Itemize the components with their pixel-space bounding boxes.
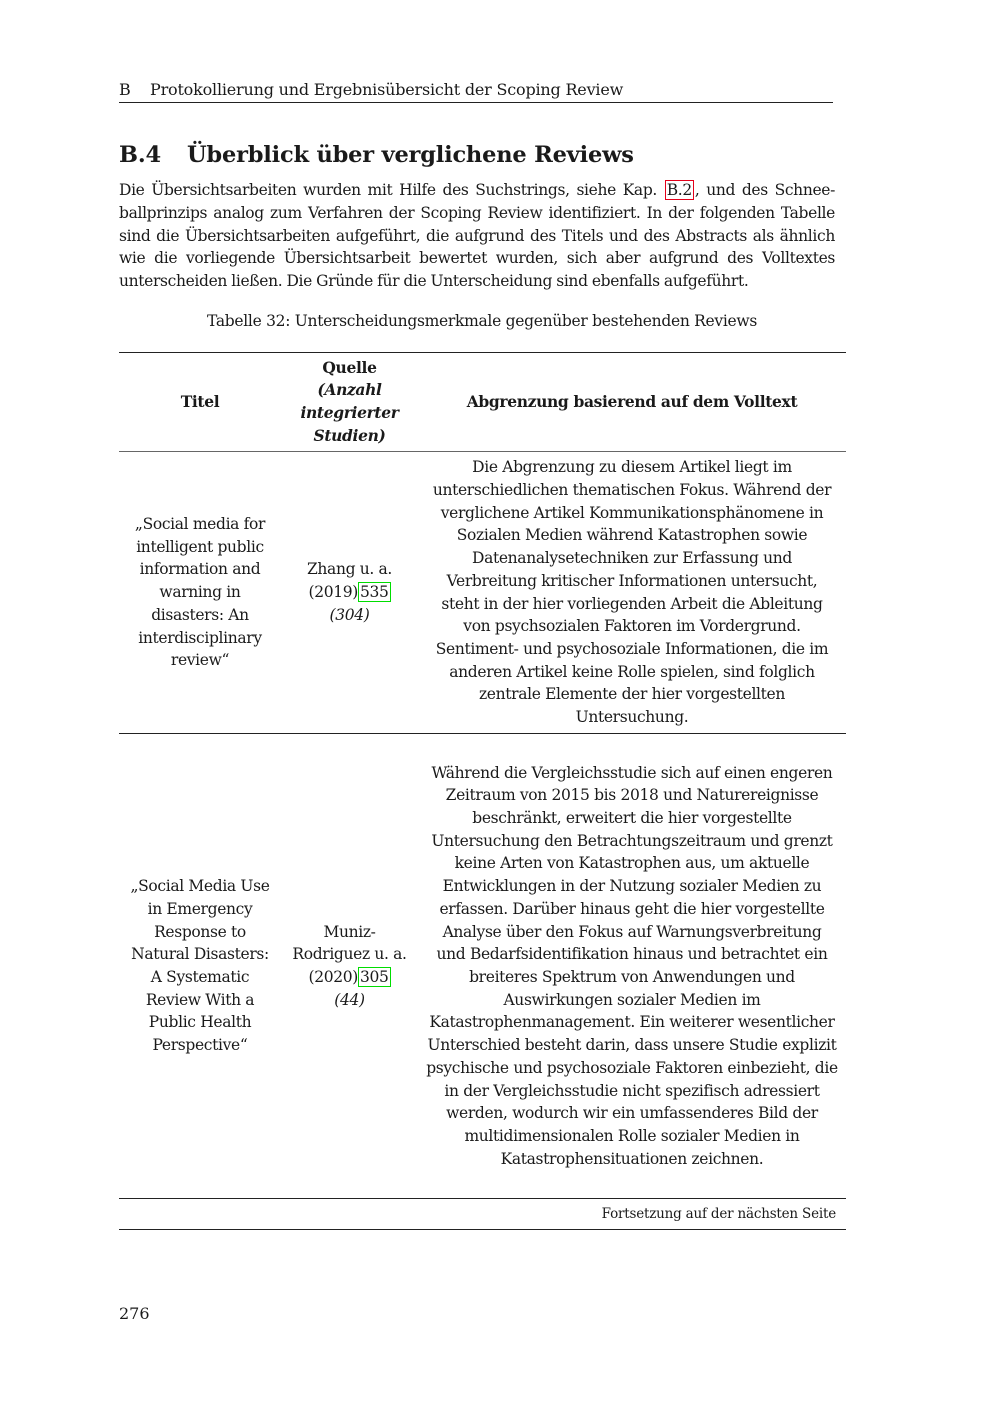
review-title-cell: „Social Media Use in Emergency Response to Natural Disasters: A Systematic Review With a Public Health Perspective“ (130, 877, 270, 1055)
table-continuation-row (119, 1199, 846, 1230)
intro-text-part1: Die Übersichtsarbeiten wurden mit Hilfe des Suchstrings, siehe Kap. (119, 181, 657, 199)
review-source-author: Muniz-Rodriguez u. a. (2020) (292, 922, 407, 986)
section-number: B.4 (119, 142, 161, 168)
review-difference-cell: Die Abgrenzung zu diesem Artikel liegt im unterschiedlichen thematischen Fokus. Während der verglichene Artikel Kommunikationsphänomene in Sozialen Medien während Katastrophen sowie Datenanalysetechniken zur Erfassung und Verbreitung kritischer Informationen untersucht, steht in der hier vorliegenden Arbeit die Ableitung von psychsozialen Faktoren im Vordergrund. Sentiment- und psychosoziale Informationen, die im anderen Artikel keine Rolle spielen, sind folglich zentrale Elemente der hier vorgestellten Untersuchung. (432, 458, 832, 727)
table-row (119, 734, 846, 1199)
review-study-count: (304) (329, 605, 370, 624)
table-continuation-note: Fortsetzung auf der nächsten Seite (119, 1199, 846, 1230)
intro-text-part2: , und des Schnee-ballprinzips analog zum Verfahren der Scoping Review identifiziert. In der folgenden Tabelle sind die Übersichtsarbeiten aufgeführt, die aufgrund des Titels und des Abstracts als ähnlich wie die vorliegende Übersichtsarbeit bewertet wurden, sich aber aufgrund des Volltextes unterscheiden ließen. Die Gründe für die Unterscheidung sind ebenfalls aufgeführt. (119, 181, 835, 291)
column-header-difference: Abgrenzung basierend auf dem Volltext (466, 391, 798, 411)
section-reference-link[interactable]: B.2 (666, 181, 692, 199)
review-source-author: Zhang u. a. (2019) (307, 560, 392, 602)
section-heading (119, 140, 634, 170)
page-number: 276 (119, 1304, 150, 1323)
citation-link[interactable]: 535 (359, 583, 389, 602)
intro-paragraph (119, 179, 835, 293)
header-chapter-title: Protokollierung und Ergebnisübersicht der Scoping Review (150, 80, 624, 99)
review-difference-cell: Während die Vergleichsstudie sich auf einen engeren Zeitraum von 2015 bis 2018 und Naturereignisse beschränkt, erweitert die hier vorgestellte Untersuchung den Betrachtungszeitraum und grenzt keine Arten von Katastrophen aus, um aktuelle Entwicklungen in der Nutzung sozialer Medien zu erfassen. Darüber hinaus geht die hier vorgestellte Analyse über den Fokus auf Warnungsverbreitung und Bedarfsidentifikation hinaus und betrachtet ein breiteres Spektrum von Anwendungen und Auswirkungen sozialer Medien im Katastrophenmanagement. Ein weiterer wesentlicher Unterschied besteht darin, dass unsere Studie explizit psychische und psychosoziale Faktoren einbezieht, die in der Vergleichsstudie nicht spezifisch adressiert werden, wodurch wir ein umfassenderes Bild der multidimensionalen Rolle sozialer Medien in Katastrophensituationen zeichnen. (426, 763, 838, 1168)
column-header-source-sub: (Anzahl integrierter Studien) (300, 380, 399, 445)
table-header-row (119, 353, 846, 452)
review-source-cell (281, 734, 418, 1199)
table-row (119, 452, 846, 734)
review-source-cell (281, 452, 418, 734)
column-header-source (281, 353, 418, 452)
column-header-title: Titel (180, 391, 220, 411)
column-header-source-label: Quelle (322, 357, 377, 377)
section-title: Überblick über verglichene Reviews (187, 142, 634, 168)
running-header (119, 79, 833, 103)
review-title-cell: „Social media for intelligent public information and warning in disasters: An interdisciplinary review“ (134, 515, 266, 670)
review-study-count: (44) (334, 990, 365, 1009)
citation-link[interactable]: 305 (359, 968, 389, 986)
table-caption: Tabelle 32: Unterscheidungsmerkmale gegenüber bestehenden Reviews (206, 312, 758, 330)
header-appendix-letter: B (119, 80, 131, 99)
review-comparison-table (119, 352, 846, 1230)
